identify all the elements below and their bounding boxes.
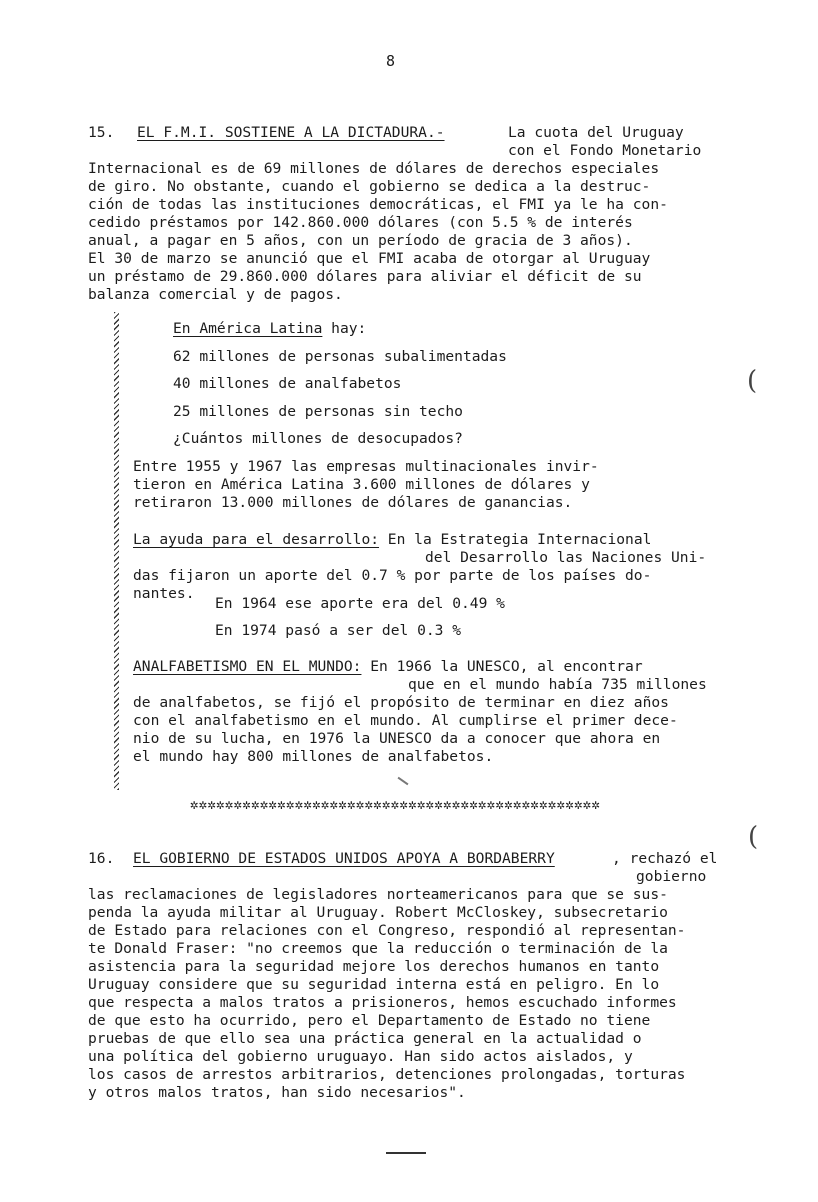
section-16-heading: EL GOBIERNO DE ESTADOS UNIDOS APOYA A BORDABERRY bbox=[133, 850, 555, 867]
analfabetismo-heading: ANALFABETISMO EN EL MUNDO: bbox=[133, 658, 362, 675]
latam-item: ¿Cuántos millones de desocupados? bbox=[173, 430, 463, 447]
latam-item: 40 millones de analfabetos bbox=[173, 375, 402, 392]
ayuda-first-line bbox=[133, 531, 651, 548]
ayuda-line: das fijaron un aporte del 0.7 % por parte de los países do- bbox=[133, 567, 652, 584]
section-16-intro: , rechazó el bbox=[612, 850, 718, 867]
section-15-body-line: ción de todas las instituciones democráticas, el FMI ya le ha con- bbox=[88, 196, 668, 213]
analfabetismo-line: que en el mundo había 735 millones bbox=[408, 676, 707, 693]
analfabetismo-line: nio de su lucha, en 1976 la UNESCO da a conocer que ahora en bbox=[133, 730, 661, 747]
multinational-line: retiraron 13.000 millones de dólares de ganancias. bbox=[133, 494, 573, 511]
section-15-body-line: balanza comercial y de pagos. bbox=[88, 286, 343, 303]
section-15-intro: La cuota del Uruguay bbox=[508, 124, 684, 141]
section-15-number: 15. bbox=[88, 124, 115, 141]
section-15-body-line: anual, a pagar en 5 años, con un período de gracia de 3 años). bbox=[88, 232, 633, 249]
analfabetismo-line1-rest: En 1966 la UNESCO, al encontrar bbox=[361, 658, 643, 675]
margin-paren-mark: ( bbox=[748, 822, 759, 852]
box-border-hatch bbox=[114, 312, 119, 790]
latam-heading bbox=[173, 320, 366, 337]
ayuda-1974: En 1974 pasó a ser del 0.3 % bbox=[215, 622, 462, 639]
section-15-body-line: Internacional es de 69 millones de dólares de derechos especiales bbox=[88, 160, 660, 177]
section-16-body-line: los casos de arrestos arbitrarios, detenciones prolongadas, torturas bbox=[88, 1066, 686, 1083]
section-16-body-line: las reclamaciones de legisladores norteamericanos para que se sus- bbox=[88, 886, 668, 903]
latam-heading-suffix: hay: bbox=[322, 320, 367, 337]
section-16-body-line: pruebas de que ello sea una práctica general en la actualidad o bbox=[88, 1030, 642, 1047]
margin-paren-mark: ( bbox=[747, 366, 758, 396]
stray-tick-mark bbox=[398, 777, 409, 786]
section-16-body-line: penda la ayuda militar al Uruguay. Robert McCloskey, subsecretario bbox=[88, 904, 668, 921]
section-16-body-line: Uruguay considere que su seguridad interna está en peligro. En lo bbox=[88, 976, 660, 993]
bottom-rule bbox=[386, 1152, 426, 1154]
ayuda-heading: La ayuda para el desarrollo: bbox=[133, 531, 380, 548]
latam-item: 62 millones de personas subalimentadas bbox=[173, 348, 507, 365]
multinational-line: Entre 1955 y 1967 las empresas multinacionales invir- bbox=[133, 458, 599, 475]
latam-item: 25 millones de personas sin techo bbox=[173, 403, 463, 420]
ayuda-line: del Desarrollo las Naciones Uni- bbox=[425, 549, 707, 566]
section-16-body-line: de que esto ha ocurrido, pero el Departamento de Estado no tiene bbox=[88, 1012, 651, 1029]
multinational-line: tieron en América Latina 3.600 millones de dólares y bbox=[133, 476, 590, 493]
latam-heading-text: En América Latina bbox=[173, 320, 323, 337]
section-15-heading: EL F.M.I. SOSTIENE A LA DICTADURA.- bbox=[137, 124, 445, 141]
ayuda-1964: En 1964 ese aporte era del 0.49 % bbox=[215, 595, 505, 612]
analfabetismo-line: de analfabetos, se fijó el propósito de terminar en diez años bbox=[133, 694, 669, 711]
section-15-body-line: El 30 de marzo se anunció que el FMI acaba de otorgar al Uruguay bbox=[88, 250, 651, 267]
section-16-body-line: que respecta a malos tratos a prisioneros, hemos escuchado informes bbox=[88, 994, 677, 1011]
section-15-body-line: un préstamo de 29.860.000 dólares para aliviar el déficit de su bbox=[88, 268, 642, 285]
section-16-intro-line2: gobierno bbox=[636, 868, 707, 885]
section-16-body-line: asistencia para la seguridad mejore los derechos humanos en tanto bbox=[88, 958, 660, 975]
analfabetismo-line: el mundo hay 800 millones de analfabetos. bbox=[133, 748, 494, 765]
section-15-body-line: cedido préstamos por 142.860.000 dólares (con 5.5 % de interés bbox=[88, 214, 633, 231]
analfabetismo-first-line bbox=[133, 658, 643, 675]
section-16-number: 16. bbox=[88, 850, 115, 867]
section-16-body-line: una política del gobierno uruguayo. Han sido actos aislados, y bbox=[88, 1048, 633, 1065]
ayuda-line1-rest: En la Estrategia Internacional bbox=[379, 531, 652, 548]
separator-stars: ✲✲✲✲✲✲✲✲✲✲✲✲✲✲✲✲✲✲✲✲✲✲✲✲✲✲✲✲✲✲✲✲✲✲✲✲✲✲✲✲✲✲✲✲✲✲✲ bbox=[190, 797, 601, 813]
section-15-intro-line2: con el Fondo Monetario bbox=[508, 142, 702, 159]
section-16-body-line: te Donald Fraser: "no creemos que la reducción o terminación de la bbox=[88, 940, 668, 957]
analfabetismo-line: con el analfabetismo en el mundo. Al cumplirse el primer dece- bbox=[133, 712, 678, 729]
page-number: 8 bbox=[386, 52, 396, 70]
section-15-body-line: de giro. No obstante, cuando el gobierno se dedica a la destruc- bbox=[88, 178, 651, 195]
ayuda-line: nantes. bbox=[133, 585, 195, 602]
section-16-body-line: de Estado para relaciones con el Congreso, respondió al representan- bbox=[88, 922, 686, 939]
section-16-body-line: y otros malos tratos, han sido necesarios". bbox=[88, 1084, 466, 1101]
